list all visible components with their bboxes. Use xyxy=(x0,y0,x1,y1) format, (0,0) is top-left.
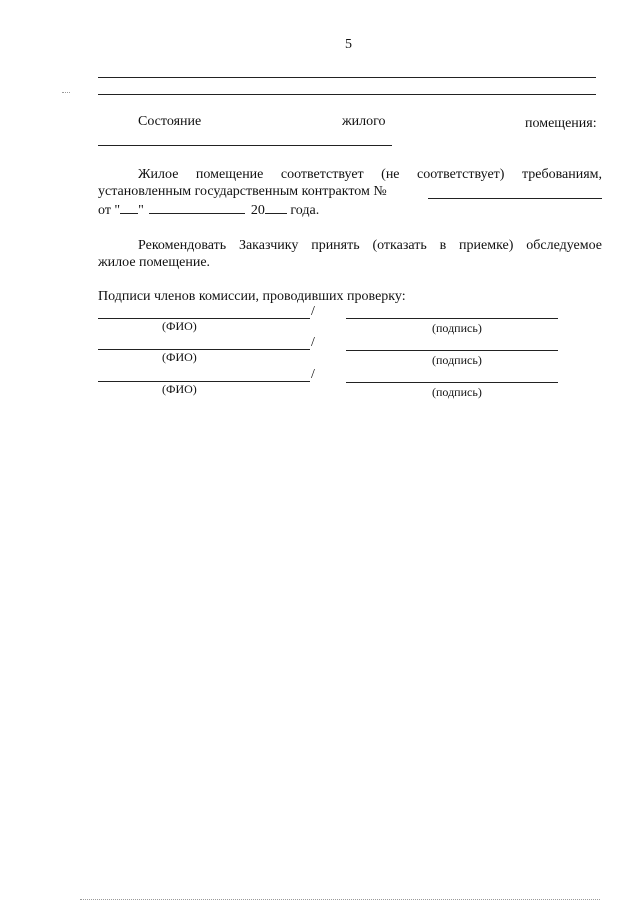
date-suffix: года. xyxy=(290,203,320,218)
date-month-blank xyxy=(149,201,245,214)
blank-line-2 xyxy=(98,94,596,95)
fio-caption-1: (ФИО) xyxy=(162,319,197,333)
signature-caption-1: (подпись) xyxy=(432,321,482,335)
condition-word-2: жилого xyxy=(342,114,386,129)
date-day-blank xyxy=(120,201,138,214)
recommendation-line-2: жилое помещение. xyxy=(98,255,211,270)
fio-line-2 xyxy=(98,349,310,350)
scan-mark-left xyxy=(62,92,70,93)
date-year-blank xyxy=(265,201,287,214)
page-number: 5 xyxy=(345,37,352,52)
recommendation-line-1: Рекомендовать Заказчику принять (отказать в приемке) обследуемое xyxy=(138,238,602,253)
separator-2: / xyxy=(311,335,315,350)
date-year-prefix: 20 xyxy=(250,203,265,218)
separator-3: / xyxy=(311,367,315,382)
fio-line-1 xyxy=(98,318,310,319)
compliance-date-line xyxy=(98,201,319,220)
signature-caption-2: (подпись) xyxy=(432,353,482,367)
condition-word-1: Состояние xyxy=(138,114,202,129)
separator-1: / xyxy=(311,304,315,319)
signature-line-3 xyxy=(346,382,558,383)
compliance-line-2: установленным государственным контрактом № xyxy=(98,184,387,199)
scan-mark-bottom xyxy=(80,899,600,900)
fio-caption-2: (ФИО) xyxy=(162,350,197,364)
signature-line-2 xyxy=(346,350,558,351)
fio-caption-3: (ФИО) xyxy=(162,382,197,396)
date-quote: " xyxy=(138,203,144,218)
date-prefix: от " xyxy=(98,203,121,218)
signatures-heading: Подписи членов комиссии, проводивших проверку: xyxy=(98,289,406,304)
condition-blank-line xyxy=(98,145,392,146)
condition-word-3: помещения: xyxy=(525,116,597,131)
signature-caption-3: (подпись) xyxy=(432,385,482,399)
signature-line-1 xyxy=(346,318,558,319)
compliance-line-1: Жилое помещение соответствует (не соответствует) требованиям, xyxy=(138,167,602,182)
fio-line-3 xyxy=(98,381,310,382)
blank-line-1 xyxy=(98,77,596,78)
contract-number-blank xyxy=(428,198,602,199)
